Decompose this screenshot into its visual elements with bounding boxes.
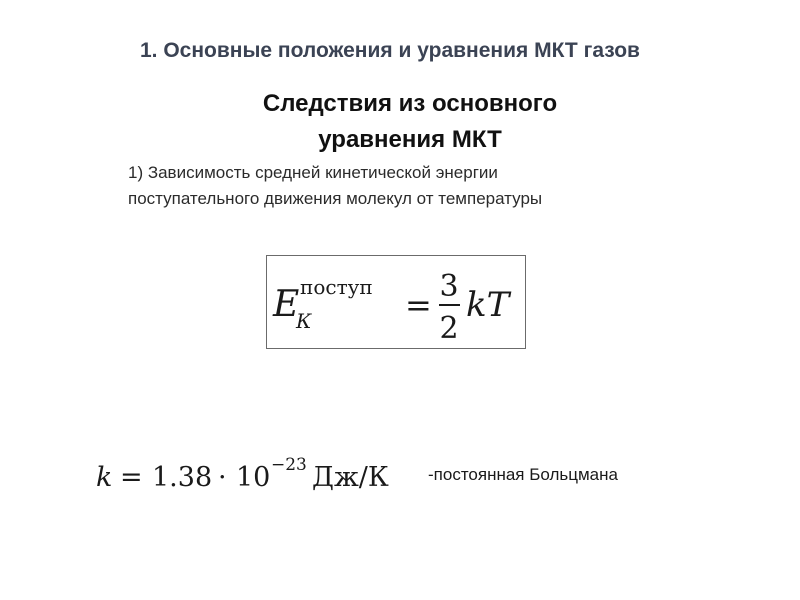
kinetic-energy-formula (266, 255, 526, 349)
constant-unit: Дж/К (312, 462, 389, 493)
formula-equals-sign: = (405, 286, 432, 324)
formula-fraction-denominator: 2 (439, 311, 459, 346)
boltzmann-constant-formula-svg (92, 448, 412, 508)
formula-energy-symbol: E (273, 284, 300, 325)
constant-exponent: −23 (271, 455, 307, 475)
formula-energy-subscript: К (296, 309, 312, 333)
constant-dot: · (218, 462, 227, 493)
boltzmann-constant-note: -постоянная Больцмана (428, 465, 618, 484)
kinetic-energy-formula-svg (267, 256, 524, 347)
slide-subtitle: Следствия из основного уравнения МКТ (262, 90, 558, 153)
constant-mantissa: 1.38 (152, 462, 213, 493)
boltzmann-constant-formula (92, 448, 412, 508)
formula-fraction-numerator: 3 (439, 269, 459, 304)
section-title: 1. Основные положения и уравнения МКТ газов (140, 39, 640, 62)
constant-equals-sign: = (120, 462, 143, 493)
constant-base: 10 (236, 462, 271, 493)
constant-k-symbol: k (96, 462, 113, 493)
formula-kT: kT (466, 285, 510, 325)
point-1-text: 1) Зависимость средней кинетической энергии поступательного движения молекул от температуры (128, 163, 543, 208)
formula-energy-superscript: поступ (300, 275, 373, 299)
